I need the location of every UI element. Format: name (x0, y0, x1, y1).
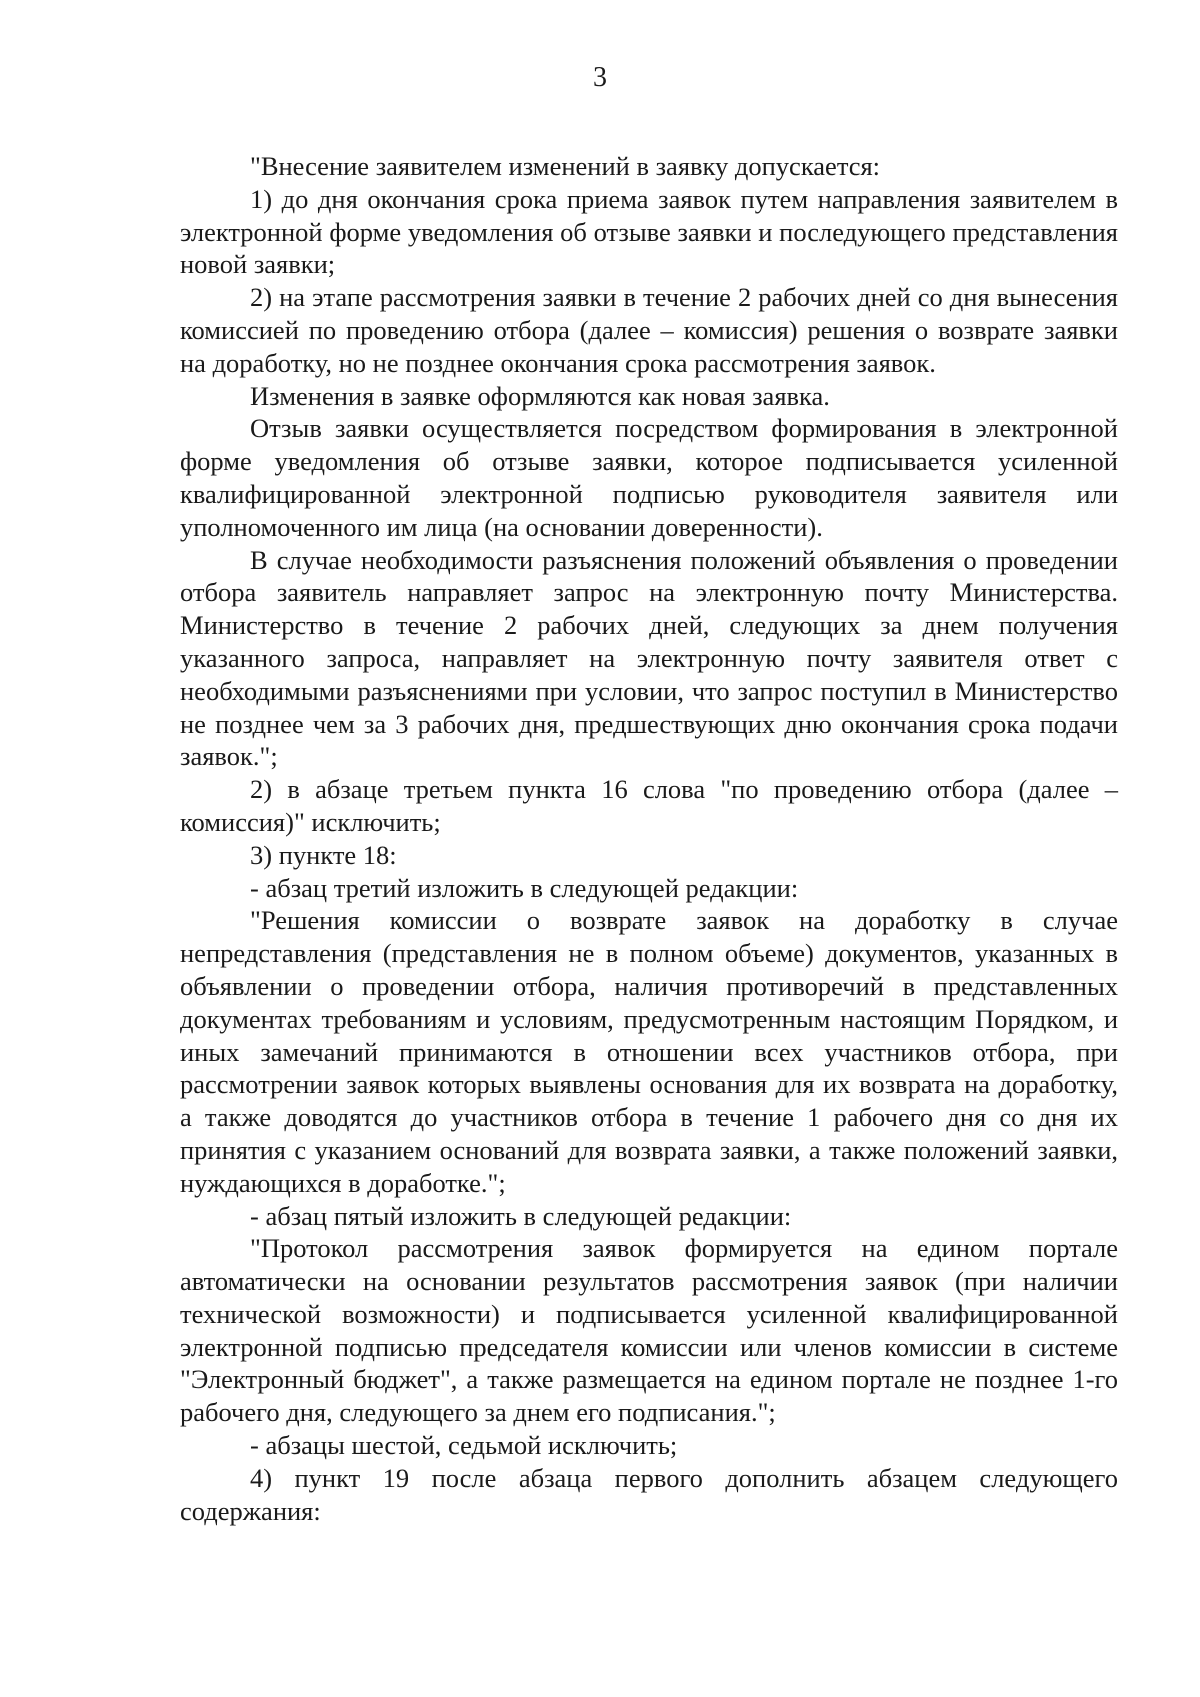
paragraph: 2) на этапе рассмотрения заявки в течение 2 рабочих дней со дня вынесения комиссией по проведению отбора (далее – комиссия) решения о возврате заявки на доработку, но не позднее окончания срока рассмотрения заявок. (180, 282, 1118, 378)
paragraph: В случае необходимости разъяснения положений объявления о проведении отбора заявитель направляет запрос на электронную почту Министерства. Министерство в течение 2 рабочих дней, следующих за днем получения указанного запроса, направляет на электронную почту заявителя ответ с необходимыми разъяснениями при условии, что запрос поступил в Министерство не позднее чем за 3 рабочих дня, предшествующих дню окончания срока подачи заявок."; (180, 544, 1118, 772)
document-body (180, 150, 1118, 1527)
paragraph: 1) до дня окончания срока приема заявок путем направления заявителем в электронной форме уведомления об отзыве заявки и последующего представления новой заявки; (180, 183, 1118, 280)
paragraph: Отзыв заявки осуществляется посредством формирования в электронной форме уведомления об отзыве заявки, которое подписывается усиленной квалифицированной электронной подписью руководителя заявителя или уполномоченного им лица (на основании доверенности). (180, 413, 1118, 542)
paragraph: - абзац третий изложить в следующей редакции: (250, 872, 799, 903)
page-number: 3 (593, 62, 607, 93)
paragraph: 2) в абзаце третьем пункта 16 слова "по проведению отбора (далее – комиссия)" исключить; (180, 774, 1118, 837)
paragraph: "Решения комиссии о возврате заявок на доработку в случае непредставления (представления не в полном объеме) документов, указанных в объявлении о проведении отбора, наличия противоречий в представленных документах требованиям и условиям, предусмотренным настоящим Порядком, и иных замечаний принимаются в отношении всех участников отбора, при рассмотрении заявок которых выявлены основания для их возврата на доработку, а также доводятся до участников отбора в течение 1 рабочего дня со дня их принятия с указанием оснований для возврата заявки, а также положений заявки, нуждающихся в доработке."; (180, 905, 1118, 1198)
paragraph: "Внесение заявителем изменений в заявку допускается: (250, 151, 881, 181)
paragraph: 4) пункт 19 после абзаца первого дополнить абзацем следующего содержания: (180, 1462, 1118, 1526)
paragraph: - абзацы шестой, седьмой исключить; (250, 1430, 678, 1461)
paragraph: Изменения в заявке оформляются как новая заявка. (250, 380, 830, 411)
paragraph: 3) пункте 18: (250, 839, 397, 870)
paragraph: "Протокол рассмотрения заявок формируется на едином портале автоматически на основании результатов рассмотрения заявок (при наличии технической возможности) и подписывается усиленной квалифицированной электронной подписью председателя комиссии или членов комиссии в системе "Электронный бюджет", а также размещается на едином портале не позднее 1-го рабочего дня, следующего за днем его подписания."; (180, 1233, 1118, 1428)
paragraph: - абзац пятый изложить в следующей редакции: (250, 1200, 792, 1231)
